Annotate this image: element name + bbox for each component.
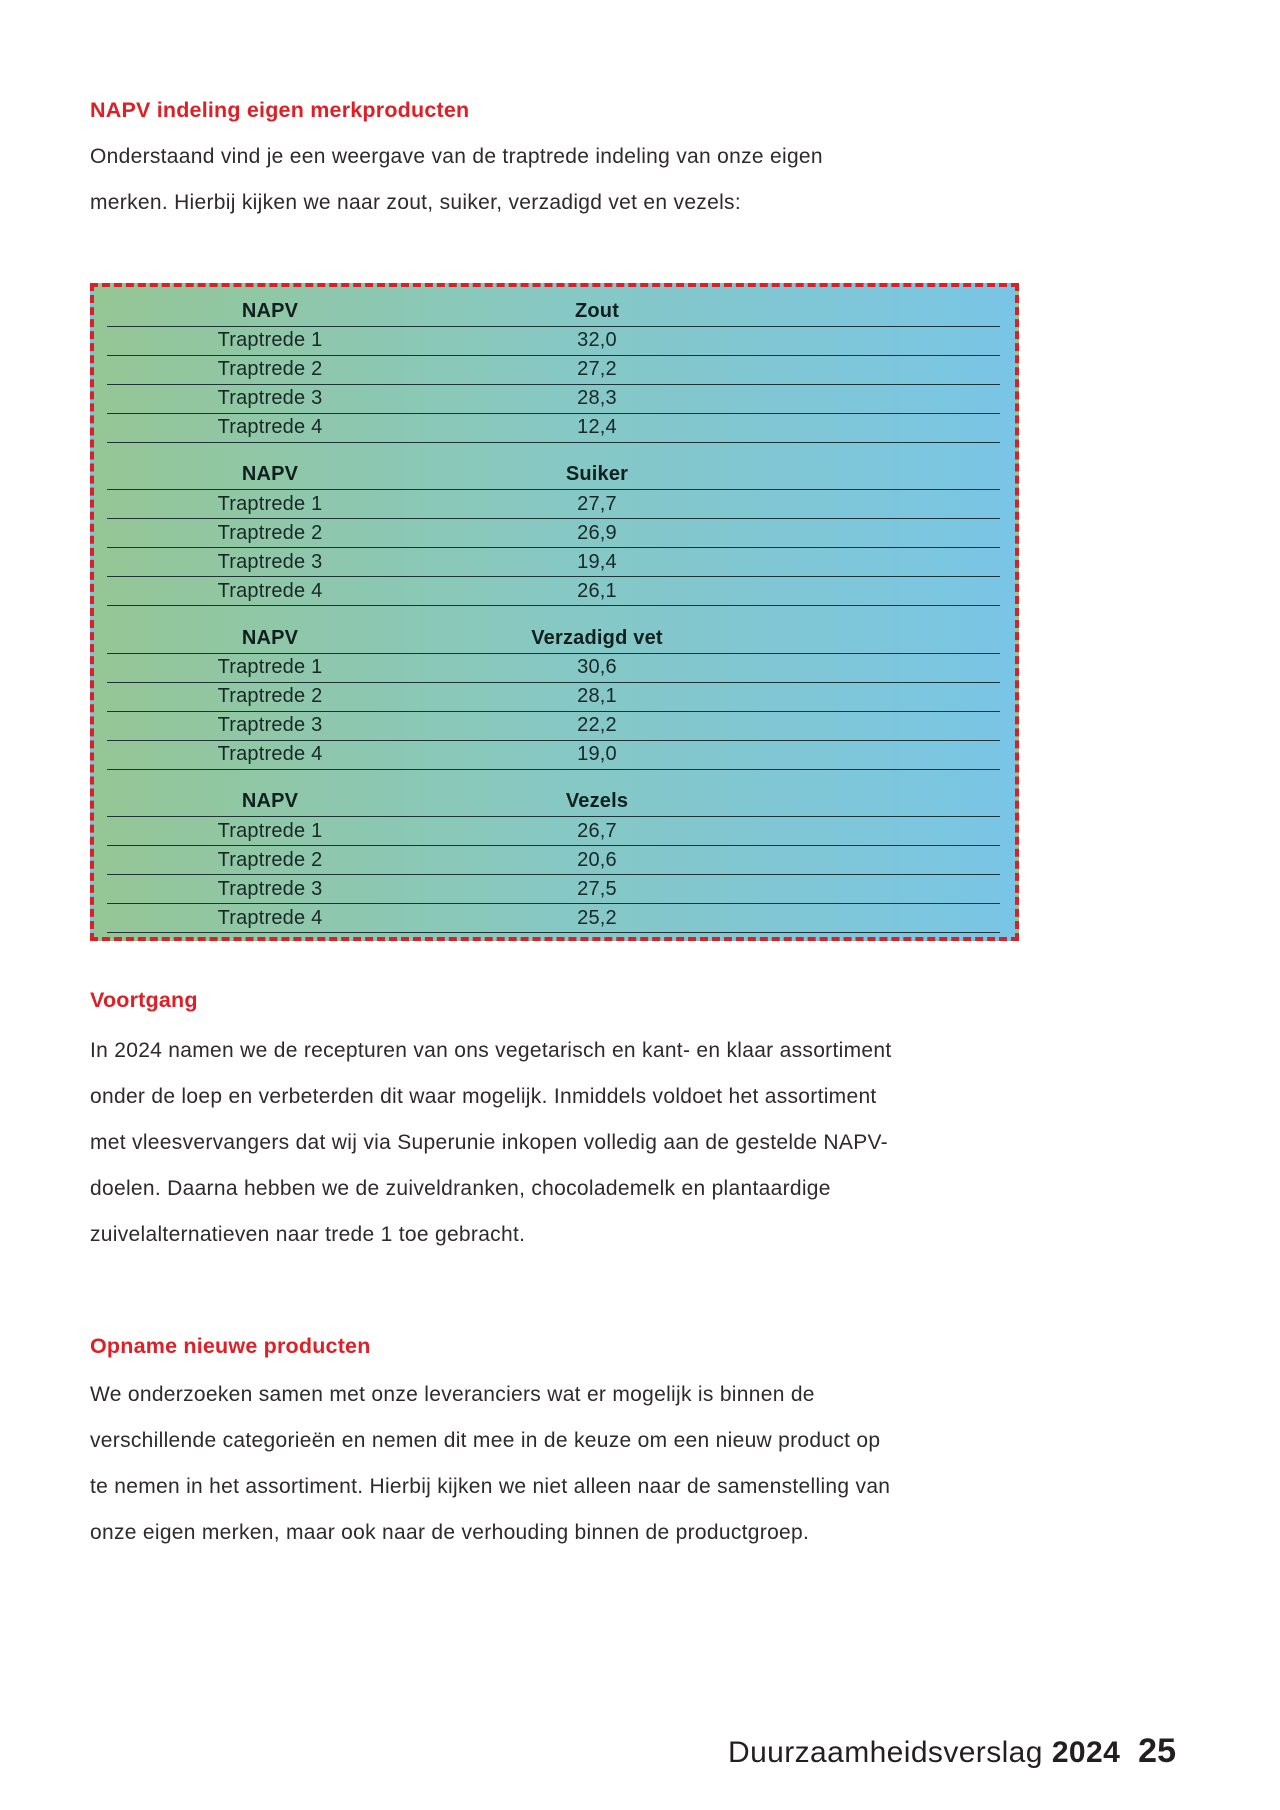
empty-cell	[761, 904, 1000, 933]
row-label: Traptrede 4	[107, 577, 433, 606]
empty-cell	[761, 355, 1000, 384]
row-label: Traptrede 1	[107, 490, 433, 519]
row-label: Traptrede 4	[107, 740, 433, 769]
empty-cell	[761, 490, 1000, 519]
row-value: 19,4	[433, 548, 761, 577]
paragraph-line: onze eigen merken, maar ook naar de verhouding binnen de productgroep.	[90, 1521, 810, 1544]
empty-cell	[761, 682, 1000, 711]
column-header-napv: NAPV	[107, 297, 433, 326]
column-header-napv: NAPV	[107, 624, 433, 653]
empty-cell	[761, 384, 1000, 413]
paragraph-line: met vleesvervangers dat wij via Superunie inkopen volledig aan de gestelde NAPV-	[90, 1131, 888, 1154]
empty-cell	[761, 653, 1000, 682]
opname-paragraph	[90, 1372, 1220, 1556]
paragraph-line: We onderzoeken samen met onze leveranciers wat er mogelijk is binnen de	[90, 1383, 815, 1406]
row-value: 28,1	[433, 682, 761, 711]
table-zout	[107, 297, 1000, 443]
paragraph-line: te nemen in het assortiment. Hierbij kijken we niet alleen naar de samenstelling van	[90, 1475, 891, 1498]
row-label: Traptrede 1	[107, 817, 433, 846]
table-header-row	[107, 624, 1000, 653]
empty-cell	[761, 788, 1000, 817]
table-row-traptrede-1	[107, 490, 1000, 519]
row-value: 32,0	[433, 326, 761, 355]
row-label: Traptrede 1	[107, 653, 433, 682]
intro-paragraph	[90, 134, 1220, 226]
column-header-napv: NAPV	[107, 461, 433, 490]
table-row-traptrede-4	[107, 740, 1000, 769]
table-row-traptrede-3	[107, 711, 1000, 740]
row-value: 19,0	[433, 740, 761, 769]
footer-report-year: 2024	[1051, 1736, 1121, 1769]
row-label: Traptrede 3	[107, 384, 433, 413]
row-label: Traptrede 4	[107, 413, 433, 442]
section-heading-opname-nieuwe-producten: Opname nieuwe producten	[90, 1334, 371, 1358]
row-label: Traptrede 2	[107, 846, 433, 875]
empty-cell	[761, 413, 1000, 442]
table-row-traptrede-2	[107, 519, 1000, 548]
table-row-traptrede-4	[107, 413, 1000, 442]
paragraph-line: zuivelalternatieven naar trede 1 toe gebracht.	[90, 1223, 526, 1246]
table-header-row	[107, 788, 1000, 817]
row-value: 30,6	[433, 653, 761, 682]
row-label: Traptrede 2	[107, 682, 433, 711]
row-value: 26,9	[433, 519, 761, 548]
paragraph-line: doelen. Daarna hebben we de zuiveldranken, chocolademelk en plantaardige	[90, 1177, 831, 1200]
napv-traptrede-table-box	[90, 283, 1019, 941]
page-content	[0, 96, 1280, 1556]
paragraph-line: Onderstaand vind je een weergave van de traptrede indeling van onze eigen	[90, 145, 823, 168]
page-footer	[728, 1732, 1176, 1771]
paragraph-line: onder de loep en verbeterden dit waar mogelijk. Inmiddels voldoet het assortiment	[90, 1085, 877, 1108]
table-row-traptrede-3	[107, 875, 1000, 904]
table-vezels	[107, 788, 1000, 934]
empty-cell	[761, 846, 1000, 875]
paragraph-line: In 2024 namen we de recepturen van ons vegetarisch en kant- en klaar assortiment	[90, 1039, 892, 1062]
section-heading-voortgang: Voortgang	[90, 988, 198, 1012]
table-row-traptrede-1	[107, 653, 1000, 682]
empty-cell	[761, 711, 1000, 740]
table-row-traptrede-4	[107, 904, 1000, 933]
empty-cell	[761, 548, 1000, 577]
table-row-traptrede-1	[107, 326, 1000, 355]
empty-cell	[761, 297, 1000, 326]
column-header-napv: NAPV	[107, 788, 433, 817]
table-row-traptrede-4	[107, 577, 1000, 606]
paragraph-line: merken. Hierbij kijken we naar zout, suiker, verzadigd vet en vezels:	[90, 191, 741, 214]
row-label: Traptrede 2	[107, 355, 433, 384]
voortgang-paragraph	[90, 1028, 1220, 1258]
row-label: Traptrede 2	[107, 519, 433, 548]
column-header-metric: Zout	[433, 297, 761, 326]
empty-cell	[761, 577, 1000, 606]
row-label: Traptrede 3	[107, 875, 433, 904]
row-label: Traptrede 3	[107, 548, 433, 577]
row-value: 26,1	[433, 577, 761, 606]
row-value: 22,2	[433, 711, 761, 740]
table-row-traptrede-2	[107, 682, 1000, 711]
column-header-metric: Verzadigd vet	[433, 624, 761, 653]
table-header-row	[107, 461, 1000, 490]
empty-cell	[761, 817, 1000, 846]
empty-cell	[761, 740, 1000, 769]
table-row-traptrede-3	[107, 384, 1000, 413]
table-suiker	[107, 461, 1000, 607]
row-value: 27,5	[433, 875, 761, 904]
table-row-traptrede-2	[107, 355, 1000, 384]
empty-cell	[761, 461, 1000, 490]
footer-report-title: Duurzaamheidsverslag	[728, 1736, 1043, 1769]
empty-cell	[761, 624, 1000, 653]
column-header-metric: Suiker	[433, 461, 761, 490]
row-value: 28,3	[433, 384, 761, 413]
section-heading-napv-indeling: NAPV indeling eigen merkproducten	[90, 98, 470, 122]
table-row-traptrede-1	[107, 817, 1000, 846]
row-value: 25,2	[433, 904, 761, 933]
row-label: Traptrede 1	[107, 326, 433, 355]
empty-cell	[761, 326, 1000, 355]
column-header-metric: Vezels	[433, 788, 761, 817]
table-verzadigd-vet	[107, 624, 1000, 770]
table-row-traptrede-2	[107, 846, 1000, 875]
table-row-traptrede-3	[107, 548, 1000, 577]
row-value: 26,7	[433, 817, 761, 846]
row-value: 12,4	[433, 413, 761, 442]
empty-cell	[761, 519, 1000, 548]
row-value: 27,7	[433, 490, 761, 519]
row-label: Traptrede 4	[107, 904, 433, 933]
paragraph-line: verschillende categorieën en nemen dit mee in de keuze om een nieuw product op	[90, 1429, 881, 1452]
row-label: Traptrede 3	[107, 711, 433, 740]
footer-page-number: 25	[1138, 1732, 1176, 1770]
table-header-row	[107, 297, 1000, 326]
empty-cell	[761, 875, 1000, 904]
row-value: 27,2	[433, 355, 761, 384]
row-value: 20,6	[433, 846, 761, 875]
